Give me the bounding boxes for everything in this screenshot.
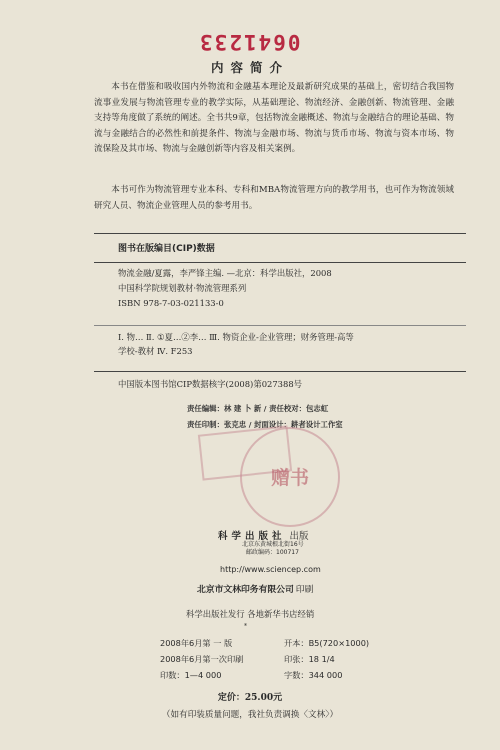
- printing-info: 2008年6月第一次印刷: [160, 654, 244, 664]
- separator-mark: *: [244, 623, 247, 630]
- divider: [94, 233, 466, 234]
- seal-text: 赠书: [270, 467, 309, 489]
- edition-info: 2008年6月第 一 版: [160, 638, 233, 648]
- library-stamp-number: 0641233: [198, 30, 301, 54]
- publisher-line: [218, 528, 309, 542]
- cip-classification-line-2: 学校-教材 Ⅳ. F253: [118, 346, 193, 356]
- quality-notice: （如有印装质量问题，我社负责调换〈文林〉）: [161, 710, 339, 720]
- printer-suffix: 印刷: [295, 585, 314, 595]
- cip-heading: 图书在版编目(CIP)数据: [118, 244, 215, 254]
- cip-classification-line: Ⅰ. 物… Ⅱ. ①夏…②李… Ⅲ. 物资企业-企业管理；财务管理-高等: [118, 332, 354, 342]
- abstract-paragraph-1: 本书在借鉴和吸收国内外物流和金融基本理论及最新研究成果的基础上，密切结合我国物流事业发展与物流管理专业的教学实际，从基础理论、物流经济、金融创新、物流管理、金融支持等角度做了系统的阐述。全书共9章，包括物流金融概述、物流与金融结合的理论基础、物流与金融结合的必然性和前提条件、物流与金融市场、物流与货币市场、物流与资本市场、物流保险及其市场、物流与金融创新等内容及相关案例。: [94, 82, 454, 155]
- production-credits: 责任印制：张克忠 / 封面设计：耕者设计工作室: [187, 420, 343, 429]
- publisher-postcode: 邮政编码：100717: [246, 549, 299, 556]
- publisher-name: 科学出版社: [218, 531, 286, 542]
- divider: [94, 262, 466, 263]
- cip-isbn-line: ISBN 978-7-03-021133-0: [118, 298, 224, 308]
- format-info: 开本：B5(720×1000): [284, 638, 370, 648]
- publisher-address: 北京东黄城根北街16号: [242, 541, 304, 548]
- printer-line: [197, 582, 313, 595]
- publisher-website: http://www.sciencep.com: [220, 565, 321, 574]
- editor-credits: 责任编辑：林 建 卜 新 / 责任校对：包志虹: [187, 404, 329, 413]
- price: 定价：25.00元: [217, 693, 283, 703]
- word-count-info: 字数：344 000: [284, 670, 343, 680]
- library-seal-stamp: [240, 427, 340, 527]
- divider: [94, 371, 466, 372]
- sheets-info: 印张：18 1/4: [284, 654, 335, 664]
- printer-name: 北京市文林印务有限公司: [197, 585, 294, 595]
- print-run-info: 印数：1—4 000: [160, 670, 222, 680]
- publisher-suffix: 出版: [289, 531, 309, 542]
- cip-title-line: 物流金融/夏露，李严锋主编. —北京：科学出版社，2008: [118, 268, 332, 278]
- cip-record-number: 中国版本图书馆CIP数据核字(2008)第027388号: [118, 379, 303, 389]
- cip-series-line: 中国科学院规划教材·物流管理系列: [118, 283, 247, 293]
- abstract-title: 内容简介: [210, 60, 289, 75]
- abstract-paragraph-2: 本书可作为物流管理专业本科、专科和MBA物流管理方向的教学用书，也可作为物流领域研究人员、物流企业管理人员的参考用书。: [94, 185, 454, 211]
- divider: [94, 325, 466, 326]
- distributor-line: 科学出版社发行 各地新华书店经销: [186, 609, 315, 619]
